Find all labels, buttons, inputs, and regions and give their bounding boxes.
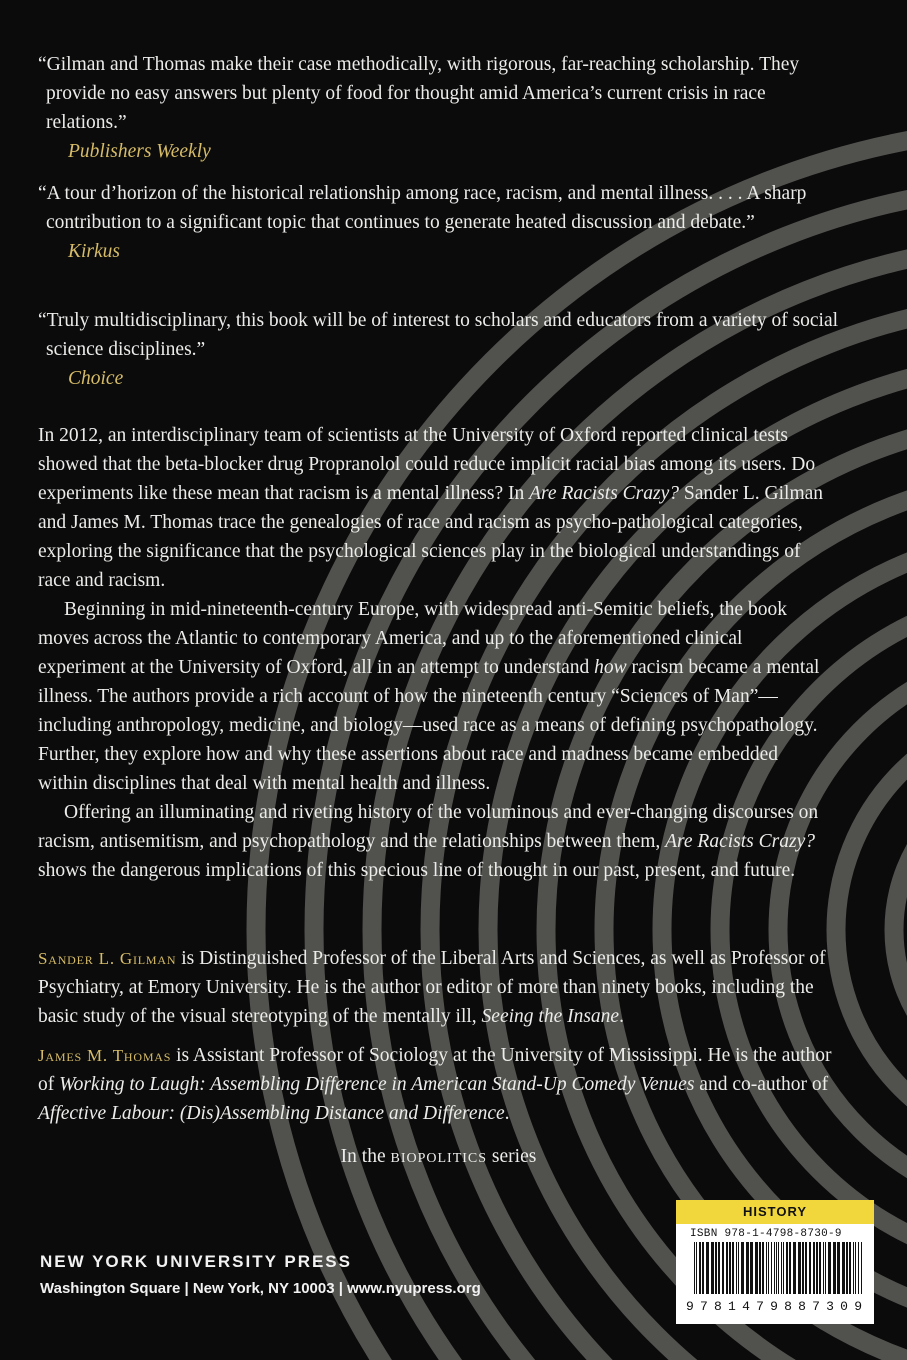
- series-prefix: In the: [340, 1146, 391, 1167]
- barcode-bar: [849, 1242, 851, 1294]
- barcode-bar: [816, 1242, 818, 1294]
- barcode-bar: [781, 1242, 782, 1294]
- emphasis: how: [594, 657, 627, 678]
- book-title: Working to Laugh: Assembling Difference in American Stand-Up Comedy Venues: [59, 1074, 695, 1095]
- barcode-bar: [768, 1242, 769, 1294]
- review-source: Kirkus: [68, 241, 121, 262]
- category-label: HISTORY: [676, 1200, 874, 1224]
- description-text: Beginning in mid-nineteenth-century Europe, with widespread anti-Semitic beliefs, the book moves across the Atlantic to contemporary America, and up to the aforementioned clinical experiment at the University of Oxford, all in an attempt to understand: [38, 599, 787, 678]
- barcode-bar: [750, 1242, 753, 1294]
- barcode-bar: [771, 1242, 772, 1294]
- review-quote: [38, 179, 848, 266]
- barcode-bar: [793, 1242, 796, 1294]
- barcode-bar: [809, 1242, 811, 1294]
- description-text: Offering an illuminating and riveting history of the voluminous and ever-changing discourses on racism, antisemitism, and psychopathology and the relationships between them,: [38, 802, 819, 852]
- author-name: James M. Thomas: [38, 1046, 172, 1065]
- barcode-bar: [696, 1242, 697, 1294]
- barcode-bar: [798, 1242, 801, 1294]
- barcode-bar: [813, 1242, 815, 1294]
- barcode-bar: [789, 1242, 791, 1294]
- barcode-bar: [726, 1242, 728, 1294]
- book-description: [38, 421, 828, 885]
- barcode-bar: [805, 1242, 807, 1294]
- description-text: racism became a mental illness. The authors provide a rich account of how the nineteenth century “Sciences of Man”—including anthropology, medicine, and biology—used race as a means of defining psychopathology. Further, they explore how and why these assertions about race and madness became embedded within disciplines that deal with mental health and illness.: [38, 657, 820, 794]
- barcode-bar: [755, 1242, 758, 1294]
- barcode-bar: [766, 1242, 767, 1294]
- publisher-block: [40, 1252, 481, 1297]
- barcode-label: [676, 1200, 874, 1324]
- description-text: In 2012, an interdisciplinary team of scientists at the University of Oxford reported clinical tests showed that the beta-blocker drug Propranolol could reduce implicit racial bias among its users. Do experiments like these mean that racism is a mental illness? In: [38, 425, 816, 504]
- barcode-bar: [711, 1242, 714, 1294]
- barcode-bar: [699, 1242, 701, 1294]
- author-bio: [38, 944, 838, 1031]
- publisher-name: NEW YORK UNIVERSITY PRESS: [40, 1252, 352, 1271]
- description-text: Sander L. Gilman and James M. Thomas trace the genealogies of race and racism as psycho-pathological categories, exploring the significance that the psychological sciences play in the biological understandings of race and racism.: [38, 483, 824, 591]
- description-paragraph: [38, 798, 828, 885]
- barcode-bar: [853, 1242, 854, 1294]
- barcode-bar: [702, 1242, 704, 1294]
- barcode-bar: [837, 1242, 840, 1294]
- barcode-bar: [833, 1242, 836, 1294]
- series-name: biopolitics: [390, 1146, 488, 1167]
- barcode-icon: [684, 1240, 866, 1316]
- review-text: “A tour d’horizon of the historical relationship among race, racism, and mental illness. . . . A sharp contribution to a significant topic that continues to generate heated discussion and debate.”: [38, 183, 807, 233]
- bio-text: is Assistant Professor of Sociology at the University of Mississippi. He is the author of: [38, 1045, 832, 1095]
- barcode-bar: [762, 1242, 764, 1294]
- barcode-bar: [842, 1242, 845, 1294]
- barcode-bar: [776, 1242, 777, 1294]
- barcode-bar: [722, 1242, 724, 1294]
- book-title: Seeing the Insane: [481, 1006, 620, 1027]
- bio-text: .: [619, 1006, 624, 1027]
- description-paragraph: [38, 595, 828, 798]
- barcode-bar: [738, 1242, 739, 1294]
- barcode-bar: [855, 1242, 856, 1294]
- author-name: Sander L. Gilman: [38, 949, 177, 968]
- barcode-bar: [729, 1242, 731, 1294]
- publisher-address: Washington Square | New York, NY 10003 | www.nyupress.org: [40, 1280, 481, 1297]
- book-title: Are Racists Crazy?: [529, 483, 679, 504]
- barcode-bar: [718, 1242, 720, 1294]
- barcode-bar: [786, 1242, 788, 1294]
- barcode-bar: [861, 1242, 862, 1294]
- series-suffix: series: [487, 1146, 537, 1167]
- series-line: [0, 1146, 877, 1168]
- barcode-bar: [819, 1242, 821, 1294]
- barcode-bar: [706, 1242, 709, 1294]
- description-paragraph: [38, 421, 828, 595]
- barcode-bar: [759, 1242, 761, 1294]
- barcode-bar: [802, 1242, 804, 1294]
- barcode-bar: [846, 1242, 848, 1294]
- barcode-bar: [715, 1242, 717, 1294]
- author-bio: [38, 1041, 838, 1128]
- barcode-bar: [858, 1242, 859, 1294]
- bio-text: is Distinguished Professor of the Liberal Arts and Sciences, as well as Professor of Psychiatry, at Emory University. He is the author or editor of more than ninety books, including the basic study of the visual stereotyping of the mentally ill,: [38, 948, 826, 1027]
- barcode-digits: 9781479887309: [686, 1299, 862, 1314]
- barcode-bar: [828, 1242, 831, 1294]
- review-text: “Truly multidisciplinary, this book will be of interest to scholars and educators from a variety of social science disciplines.”: [38, 310, 839, 360]
- book-title: Are Racists Crazy?: [665, 831, 815, 852]
- barcode-bar: [741, 1242, 744, 1294]
- bio-text: .: [504, 1103, 510, 1124]
- barcode-bar: [774, 1242, 775, 1294]
- barcode-bar: [783, 1242, 784, 1294]
- barcode-bar: [823, 1242, 824, 1294]
- barcode-bar: [746, 1242, 749, 1294]
- barcode-bar: [778, 1242, 779, 1294]
- review-source: Choice: [68, 368, 124, 389]
- barcode-bar: [825, 1242, 826, 1294]
- review-source: Publishers Weekly: [68, 141, 211, 162]
- review-quote: [38, 306, 848, 393]
- description-text: shows the dangerous implications of this specious line of thought in our past, present, and future.: [38, 860, 796, 881]
- isbn-text: ISBN 978-1-4798-8730-9: [690, 1228, 842, 1240]
- barcode-bar: [694, 1242, 695, 1294]
- review-text: “Gilman and Thomas make their case methodically, with rigorous, far-reaching scholarship. They provide no easy answers but plenty of food for thought amid America’s current crisis in race relations.”: [38, 54, 800, 133]
- book-title: Affective Labour: (Dis)Assembling Distance and Difference: [38, 1103, 505, 1124]
- review-quote: [38, 50, 848, 166]
- barcode-bar: [736, 1242, 737, 1294]
- barcode-bar: [732, 1242, 734, 1294]
- bio-text: and co-author of: [694, 1074, 829, 1095]
